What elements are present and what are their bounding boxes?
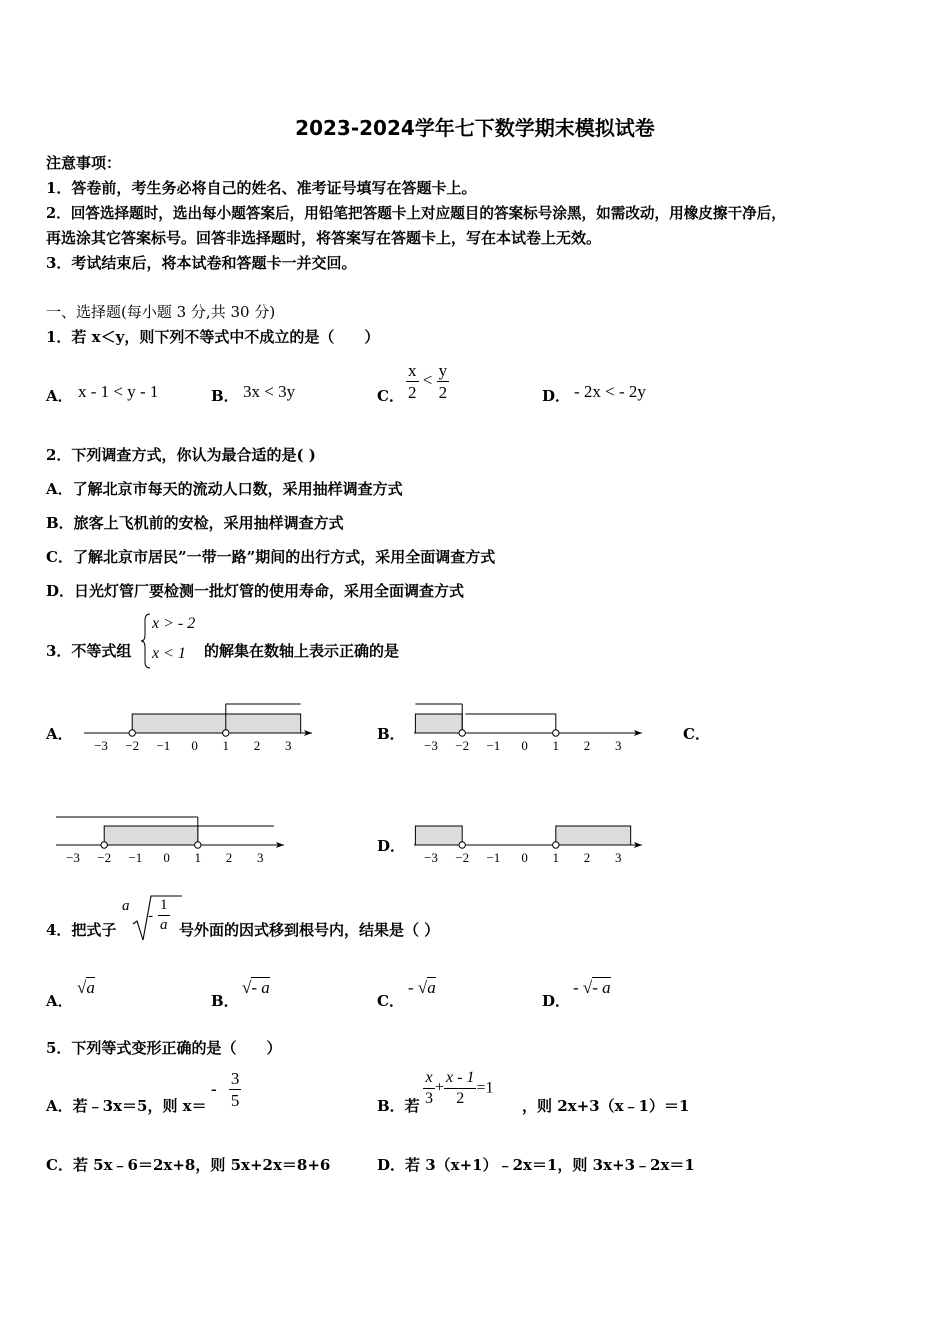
section-heading: 一、选择题(每小题 3 分,共 30 分) [46, 303, 276, 321]
nl-a-shaded-region [132, 714, 300, 733]
nl-d-tick-label: −3 [424, 850, 438, 865]
nl-c-tick-label: −2 [97, 850, 112, 865]
q1-option-b-label: B． [211, 387, 239, 405]
nl-d-shaded-region [556, 826, 631, 845]
nl-d-tick-label: −2 [455, 850, 470, 865]
q4-c-radicand: a [427, 978, 436, 997]
nl-c-open-dot [195, 842, 201, 848]
q4-stem-post: 号外面的因式移到根号内，结果是（ ） [179, 921, 440, 939]
q5-b-n1: x [423, 1070, 434, 1089]
nl-c-tick-label: 1 [194, 850, 202, 865]
q5-a-num: 3 [230, 1069, 240, 1088]
q5-option-b-pre: B．若 [377, 1097, 420, 1115]
nl-c-tick-label: −1 [128, 850, 143, 865]
q3-number-line-b [406, 696, 656, 758]
q1-option-b-expr: 3x < 3y [243, 382, 296, 401]
nl-b-tick-label: −1 [486, 738, 501, 753]
q4-rad-den: a [160, 917, 168, 933]
nl-a-tick-label: −3 [94, 738, 108, 753]
q3-option-a-label: A． [46, 725, 73, 743]
nl-a-tick-label: −1 [156, 738, 171, 753]
q3-option-c-label: C． [683, 725, 710, 743]
q2-option-d: D．日光灯管厂要检测一批灯管的使用寿命，采用全面调查方式 [46, 582, 465, 600]
q4-radical-sign [132, 894, 182, 944]
nl-d-shaded-region [415, 826, 462, 845]
q5-stem: 5．下列等式变形正确的是（ ） [46, 1039, 282, 1057]
q4-c-radical-icon: √ [417, 978, 428, 997]
q1-option-a-label: A． [46, 387, 73, 405]
q4-a-radicand: a [86, 978, 95, 997]
nl-b-ray [465, 714, 555, 733]
q5-b-d2: 2 [456, 1090, 465, 1107]
nl-c-tick-label: 2 [225, 850, 233, 865]
q5-option-a-pre: A．若﹣3x＝5，则 x＝ [46, 1097, 207, 1115]
notice-heading: 注意事项： [46, 154, 122, 172]
q5-option-b-post: ，则 2x+3（x﹣1）＝1 [522, 1097, 690, 1115]
q4-option-a-expr [77, 978, 95, 998]
q4-option-c-expr [408, 978, 436, 998]
q2-stem: 2．下列调查方式，你认为最合适的是( ) [46, 446, 316, 464]
q4-option-b-label: B． [211, 992, 239, 1010]
q4-d-radicand: - a [592, 978, 611, 997]
q1-option-c-expr [406, 362, 449, 401]
q4-rad-neg: - [148, 908, 153, 924]
q5-option-c: C．若 5x﹣6＝2x+8，则 5x+2x＝8+6 [46, 1156, 331, 1174]
nl-a-tick-label: 1 [222, 738, 230, 753]
q1-c-num1: x [408, 361, 417, 380]
nl-c-open-dot [101, 842, 107, 848]
q1-c-op: < [422, 370, 433, 390]
q5-b-eq: =1 [476, 1079, 494, 1097]
nl-b-tick-label: 2 [583, 738, 591, 753]
nl-b-tick-label: 0 [521, 738, 528, 753]
q4-b-radical-icon: √ [242, 978, 252, 997]
nl-d-open-dot [553, 842, 559, 848]
q4-d-sign: - [573, 978, 579, 997]
nl-a-open-dot [223, 730, 229, 736]
q3-number-line-a [76, 696, 326, 758]
q2-option-c: C．了解北京市居民”一带一路”期间的出行方式，采用全面调查方式 [46, 548, 496, 566]
nl-d-tick-label: 1 [552, 850, 560, 865]
nl-c-tick-label: −3 [66, 850, 80, 865]
notice-line-3: 3．考试结束后，将本试卷和答题卡一并交回。 [46, 254, 357, 272]
q3-ineq2-text: x < 1 [152, 645, 186, 662]
nl-a-tick-label: 3 [284, 738, 292, 753]
q1-c-num2: y [438, 361, 448, 380]
notice-line-2b: 再选涂其它答案标号。回答非选择题时，将答案写在答题卡上，写在本试卷上无效。 [46, 229, 602, 247]
nl-b-shaded-region [415, 714, 462, 733]
q2-option-b: B．旅客上飞机前的安检，采用抽样调查方式 [46, 514, 344, 532]
nl-c-tick-label: 3 [256, 850, 264, 865]
q4-b-radicand: - a [251, 978, 270, 997]
q3-ineq1-text: x > - 2 [152, 615, 196, 632]
q3-stem-post: 的解集在数轴上表示正确的是 [204, 642, 400, 660]
nl-a-open-dot [129, 730, 135, 736]
nl-b-tick-label: 1 [552, 738, 560, 753]
q3-brace [141, 613, 151, 669]
nl-c-tick-label: 0 [163, 850, 170, 865]
q4-option-b-expr [242, 978, 270, 998]
q1-option-d-label: D． [542, 387, 571, 405]
q1-stem: 1．若 x＜y，则下列不等式中不成立的是（ ） [46, 328, 380, 346]
nl-b-tick-label: 3 [614, 738, 622, 753]
notice-line-2a: 2．回答选择题时，选出每小题答案后，用铅笔把答题卡上对应题目的答案标号涂黑，如需改动，用橡皮擦干净后， [46, 205, 786, 222]
q5-a-den: 5 [230, 1091, 240, 1110]
q1-c-den1: 2 [408, 383, 417, 402]
q5-b-d1: 3 [425, 1090, 433, 1107]
q1-option-a-expr: x - 1 < y - 1 [78, 382, 159, 401]
nl-a-tick-label: 2 [253, 738, 261, 753]
q1-option-d-expr: - 2x < - 2y [574, 382, 646, 401]
q3-inequality-1 [152, 615, 195, 633]
q4-d-radical-icon: √ [582, 978, 593, 997]
q4-a-radical-icon: √ [77, 978, 87, 997]
q3-stem-pre: 3．不等式组 [46, 642, 132, 660]
nl-d-open-dot [459, 842, 465, 848]
nl-d-tick-label: 3 [614, 850, 622, 865]
nl-a-tick-label: −2 [125, 738, 140, 753]
q3-inequality-2 [152, 645, 186, 663]
nl-d-tick-label: 0 [521, 850, 528, 865]
notice-line-1: 1．答卷前，考生务必将自己的姓名、准考证号填写在答题卡上。 [46, 179, 477, 197]
q4-option-d-expr [573, 978, 611, 998]
q5-b-n2: x - 1 [444, 1070, 476, 1089]
q3-option-d-label: D． [377, 837, 406, 855]
nl-d-tick-label: −1 [486, 850, 501, 865]
q4-coef: a [122, 898, 130, 914]
nl-b-tick-label: −2 [455, 738, 470, 753]
nl-b-tick-label: −3 [424, 738, 438, 753]
q5-option-a-frac [211, 1070, 241, 1109]
q5-option-b-expr [423, 1070, 494, 1107]
q1-c-den2: 2 [438, 383, 448, 402]
q4-option-d-label: D． [542, 992, 571, 1010]
nl-b-open-dot [459, 730, 465, 736]
q5-option-d: D．若 3（x+1）﹣2x＝1，则 3x+3﹣2x＝1 [377, 1156, 695, 1174]
q1-option-c-label: C． [377, 387, 404, 405]
q4-c-sign: - [408, 978, 414, 997]
q5-a-sign: - [211, 1079, 217, 1099]
q3-number-line-d [406, 808, 656, 870]
nl-c-shaded-region [104, 826, 198, 845]
q4-option-a-label: A． [46, 992, 73, 1010]
q5-b-plus: + [435, 1079, 445, 1097]
nl-b-open-dot [553, 730, 559, 736]
q3-number-line-c [48, 808, 298, 870]
q4-rad-num: 1 [158, 898, 170, 916]
q3-option-b-label: B． [377, 725, 405, 743]
q4-option-c-label: C． [377, 992, 404, 1010]
nl-d-tick-label: 2 [583, 850, 591, 865]
nl-a-tick-label: 0 [191, 738, 198, 753]
q4-stem-pre: 4．把式子 [46, 921, 117, 939]
q2-option-a: A．了解北京市每天的流动人口数，采用抽样调查方式 [46, 480, 403, 498]
page-title: 2023-2024学年七下数学期末模拟试卷 [295, 116, 655, 140]
